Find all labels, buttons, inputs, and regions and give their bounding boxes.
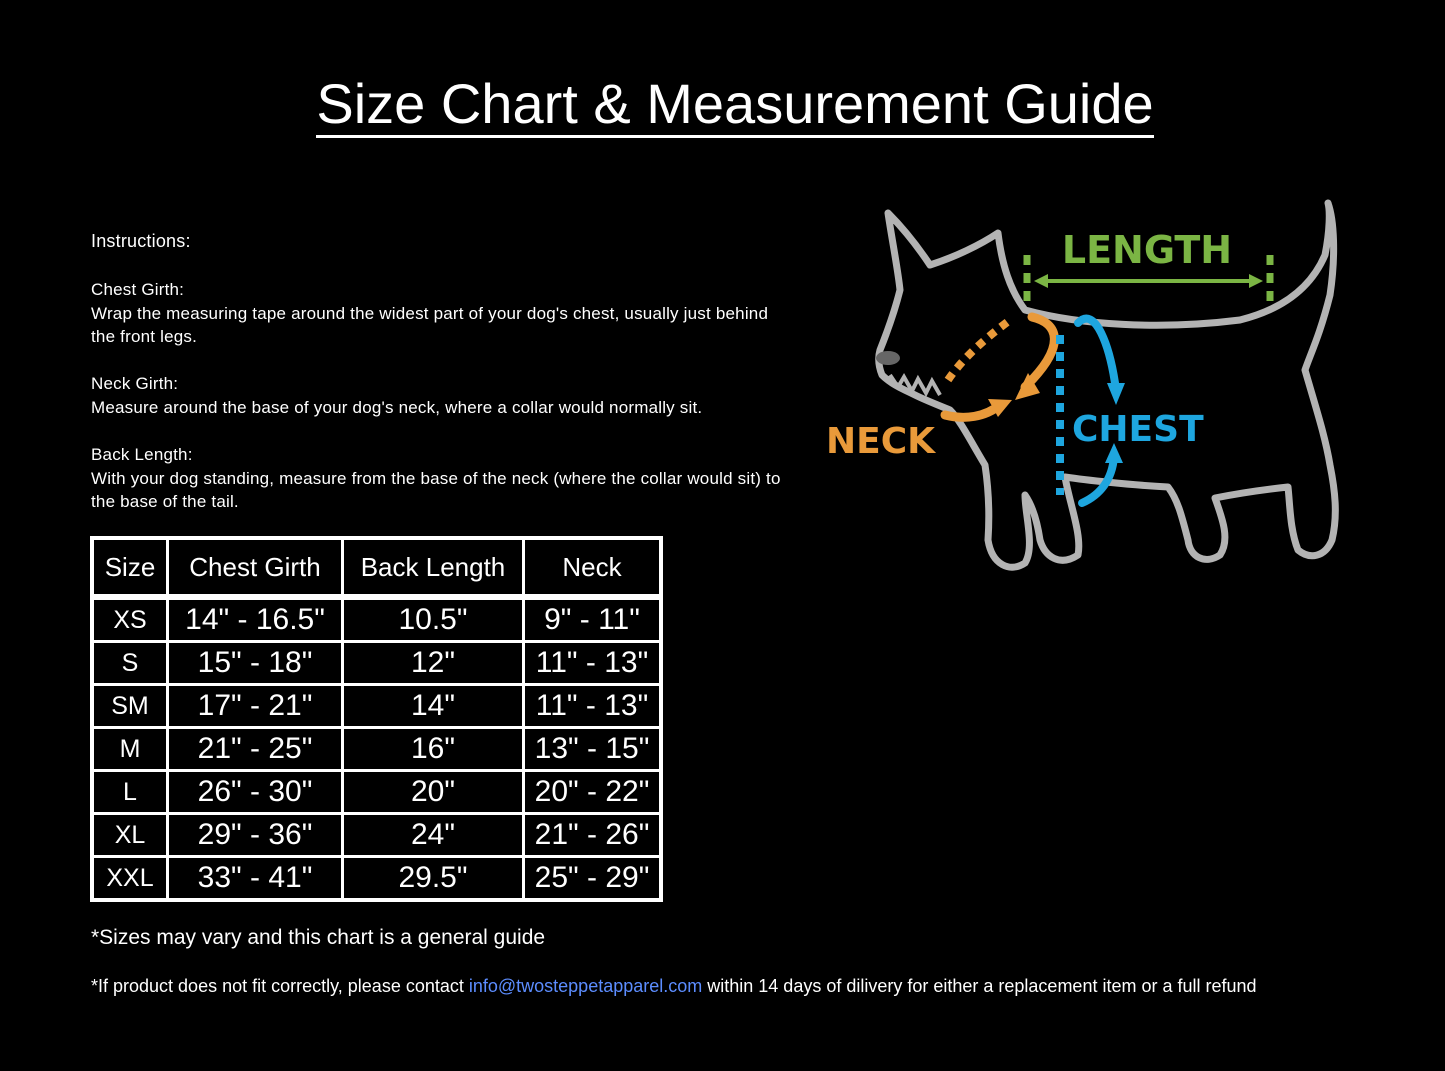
cell-chest-girth: 29" - 36" <box>168 814 343 857</box>
table-header-row <box>92 538 661 597</box>
cell-neck: 13" - 15" <box>524 728 662 771</box>
general-guide-note: *Sizes may vary and this chart is a general guide <box>91 926 546 949</box>
cell-back-length: 14" <box>343 685 524 728</box>
cell-back-length: 10.5" <box>343 597 524 642</box>
back-length-text: With your dog standing, measure from the base of the neck (where the collar would sit) to the base of the tail. <box>91 468 781 512</box>
cell-size: M <box>92 728 168 771</box>
cell-back-length: 12" <box>343 642 524 685</box>
neck-measurement <box>826 317 1054 462</box>
table-row <box>92 597 661 642</box>
cell-chest-girth: 17" - 21" <box>168 685 343 728</box>
cell-back-length: 29.5" <box>343 857 524 901</box>
cell-neck: 11" - 13" <box>524 685 662 728</box>
table-row <box>92 728 661 771</box>
cell-chest-girth: 14" - 16.5" <box>168 597 343 642</box>
cell-size: XL <box>92 814 168 857</box>
cell-back-length: 16" <box>343 728 524 771</box>
page-title-text: Size Chart & Measurement Guide <box>316 72 1153 138</box>
page-title <box>0 68 1445 140</box>
cell-neck: 20" - 22" <box>524 771 662 814</box>
chest-girth-text: Wrap the measuring tape around the widest part of your dog's chest, usually just behind the front legs. <box>91 303 769 347</box>
cell-neck: 11" - 13" <box>524 642 662 685</box>
table-row <box>92 685 661 728</box>
cell-size: S <box>92 642 168 685</box>
neck-girth-instruction <box>91 372 791 420</box>
table-row <box>92 771 661 814</box>
table-row <box>92 642 661 685</box>
chest-measurement <box>1060 319 1204 503</box>
chest-girth-instruction <box>91 278 791 349</box>
contact-email-link[interactable]: info@twosteppetapparel.com <box>468 976 703 996</box>
header-back-length: Back Length <box>343 538 524 597</box>
header-chest-girth: Chest Girth <box>168 538 343 597</box>
contact-note-prefix: *If product does not fit correctly, please contact <box>91 976 469 996</box>
cell-chest-girth: 26" - 30" <box>168 771 343 814</box>
header-size: Size <box>92 538 168 597</box>
dog-nose <box>876 351 900 365</box>
cell-neck: 25" - 29" <box>524 857 662 901</box>
neck-girth-text: Measure around the base of your dog's neck, where a collar would normally sit. <box>91 397 703 417</box>
cell-back-length: 24" <box>343 814 524 857</box>
chest-girth-label: Chest Girth: <box>91 279 185 299</box>
length-measurement <box>1027 228 1270 307</box>
length-label: LENGTH <box>1061 228 1233 272</box>
cell-back-length: 20" <box>343 771 524 814</box>
table-row <box>92 814 661 857</box>
neck-label: NECK <box>826 421 936 462</box>
contact-note <box>91 974 1257 998</box>
header-neck: Neck <box>524 538 662 597</box>
contact-note-suffix: within 14 days of dilivery for either a replacement item or a full refund <box>702 976 1257 996</box>
cell-size: SM <box>92 685 168 728</box>
back-length-label: Back Length: <box>91 444 193 464</box>
table-row <box>92 857 661 901</box>
cell-size: XXL <box>92 857 168 901</box>
neck-girth-label: Neck Girth: <box>91 374 179 394</box>
cell-size: XS <box>92 597 168 642</box>
cell-size: L <box>92 771 168 814</box>
dog-measurement-diagram <box>820 195 1360 575</box>
chest-label: CHEST <box>1072 409 1204 450</box>
cell-neck: 9" - 11" <box>524 597 662 642</box>
cell-chest-girth: 15" - 18" <box>168 642 343 685</box>
back-length-instruction <box>91 443 791 514</box>
instructions-heading: Instructions: <box>91 231 191 251</box>
instructions-panel <box>91 230 791 537</box>
cell-chest-girth: 33" - 41" <box>168 857 343 901</box>
cell-neck: 21" - 26" <box>524 814 662 857</box>
size-chart-table <box>90 536 663 902</box>
cell-chest-girth: 21" - 25" <box>168 728 343 771</box>
